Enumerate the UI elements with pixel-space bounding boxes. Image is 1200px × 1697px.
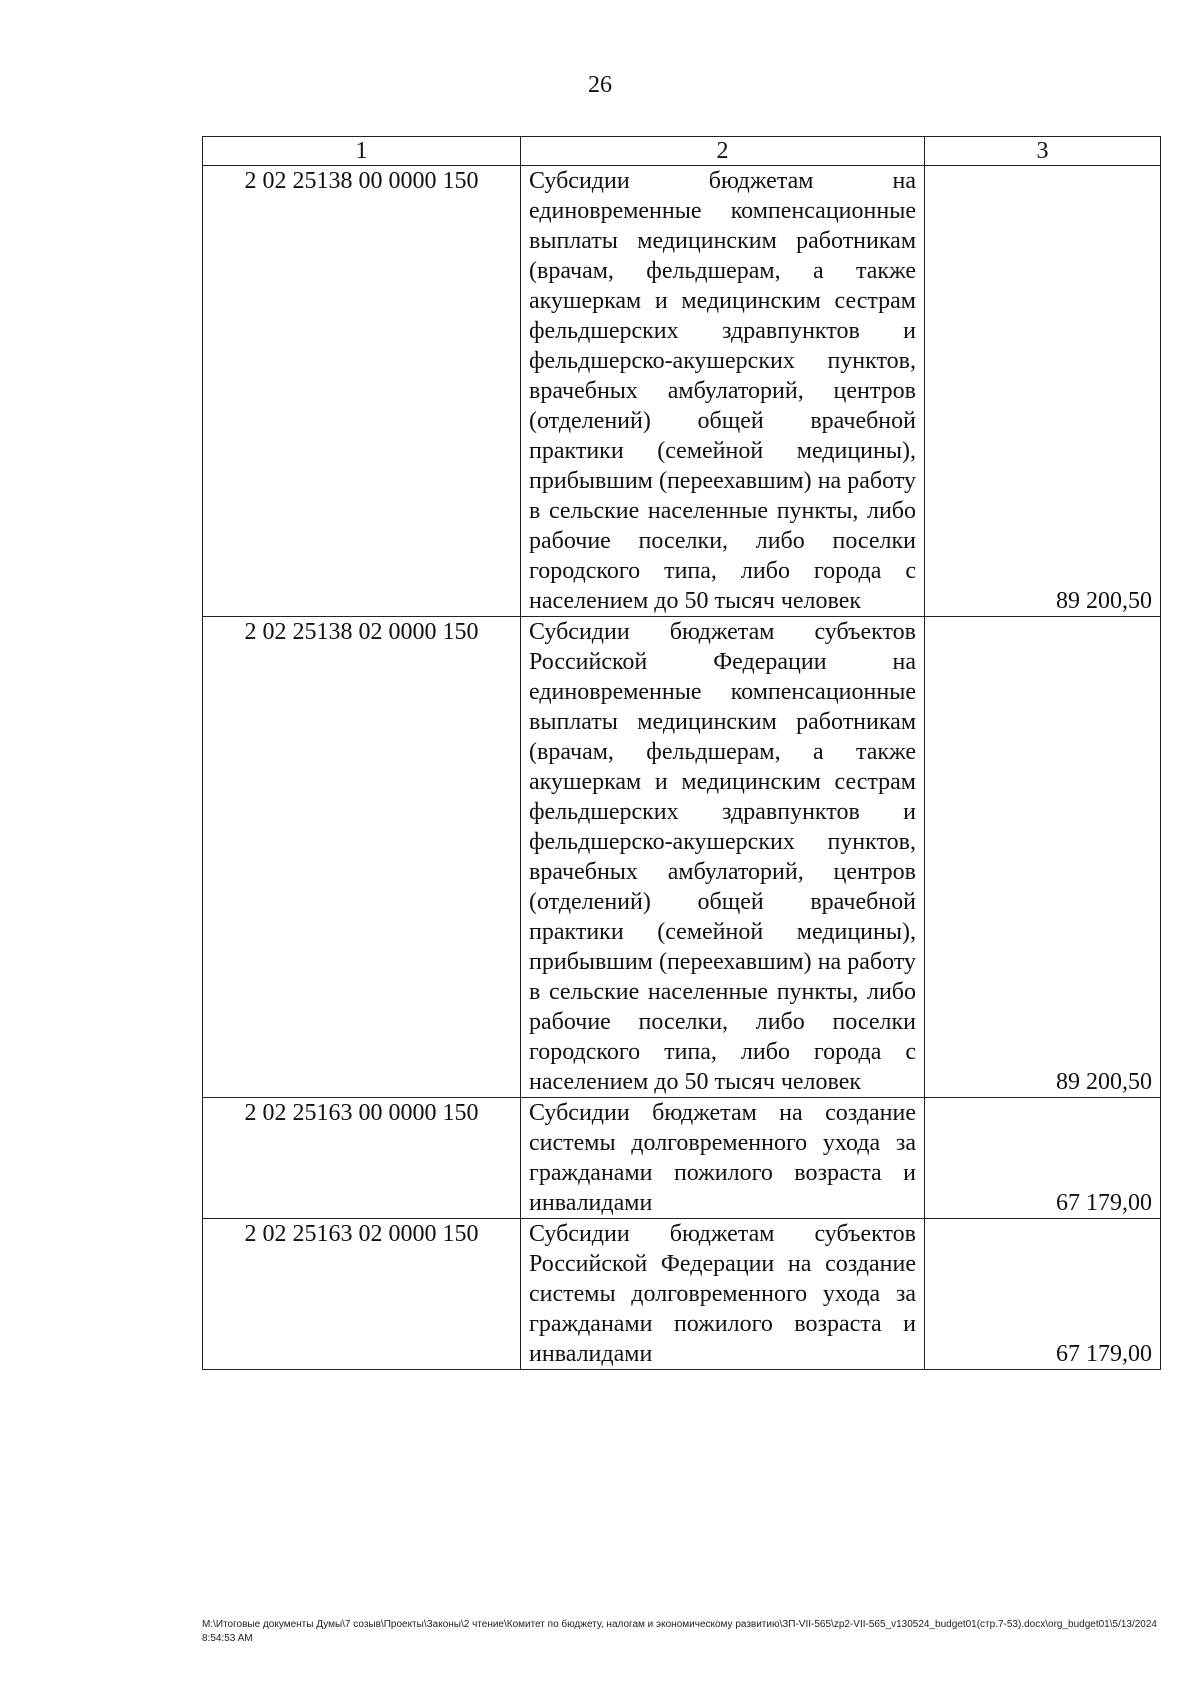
budget-amount: 67 179,00 [925, 1098, 1161, 1219]
document-footer-path: M:\Итоговые документы Думы\7 созыв\Проекты\Законы\2 чтение\Комитет по бюджету, налогам и экономическому развитию\ЗП-VII-565\zp2-VII-565_v130524_budget01(стр.7-53).docx\org_budget01\5/13/2024 8:54:53 AM [202, 1619, 1157, 1644]
budget-amount: 89 200,50 [925, 617, 1161, 1098]
budget-code: 2 02 25163 02 0000 150 [203, 1219, 521, 1370]
table-row [203, 1219, 1161, 1370]
budget-amount: 89 200,50 [925, 166, 1161, 617]
budget-code: 2 02 25138 02 0000 150 [203, 617, 521, 1098]
budget-description: Субсидии бюджетам на единовременные компенсационные выплаты медицинским работникам (врачам, фельдшерам, а также акушеркам и медицинским сестрам фельдшерских здравпунктов и фельдшерско-акушерских пунктов, врачебных амбулаторий, центров (отделений) общей врачебной практики (семейной медицины), прибывшим (переехавшим) на работу в сельские населенные пункты, либо рабочие поселки, либо поселки городского типа, либо города с населением до 50 тысяч человек [521, 166, 925, 617]
table-row [203, 1098, 1161, 1219]
budget-amount: 67 179,00 [925, 1219, 1161, 1370]
page-number: 26 [588, 72, 612, 98]
table-header-row [203, 137, 1161, 166]
table-row [203, 617, 1161, 1098]
budget-description: Субсидии бюджетам субъектов Российской Федерации на единовременные компенсационные выплаты медицинским работникам (врачам, фельдшерам, а также акушеркам и медицинским сестрам фельдшерских здравпунктов и фельдшерско-акушерских пунктов, врачебных амбулаторий, центров (отделений) общей врачебной практики (семейной медицины), прибывшим (переехавшим) на работу в сельские населенные пункты, либо рабочие поселки, либо поселки городского типа, либо города с населением до 50 тысяч человек [521, 617, 925, 1098]
budget-description: Субсидии бюджетам субъектов Российской Федерации на создание системы долговременного ухода за гражданами пожилого возраста и инвалидами [521, 1219, 925, 1370]
budget-code: 2 02 25163 00 0000 150 [203, 1098, 521, 1219]
budget-description: Субсидии бюджетам на создание системы долговременного ухода за гражданами пожилого возраста и инвалидами [521, 1098, 925, 1219]
table-row [203, 166, 1161, 617]
budget-code: 2 02 25138 00 0000 150 [203, 166, 521, 617]
budget-table [202, 136, 1161, 1370]
column-header-3: 3 [925, 137, 1161, 166]
column-header-2: 2 [521, 137, 925, 166]
column-header-1: 1 [203, 137, 521, 166]
